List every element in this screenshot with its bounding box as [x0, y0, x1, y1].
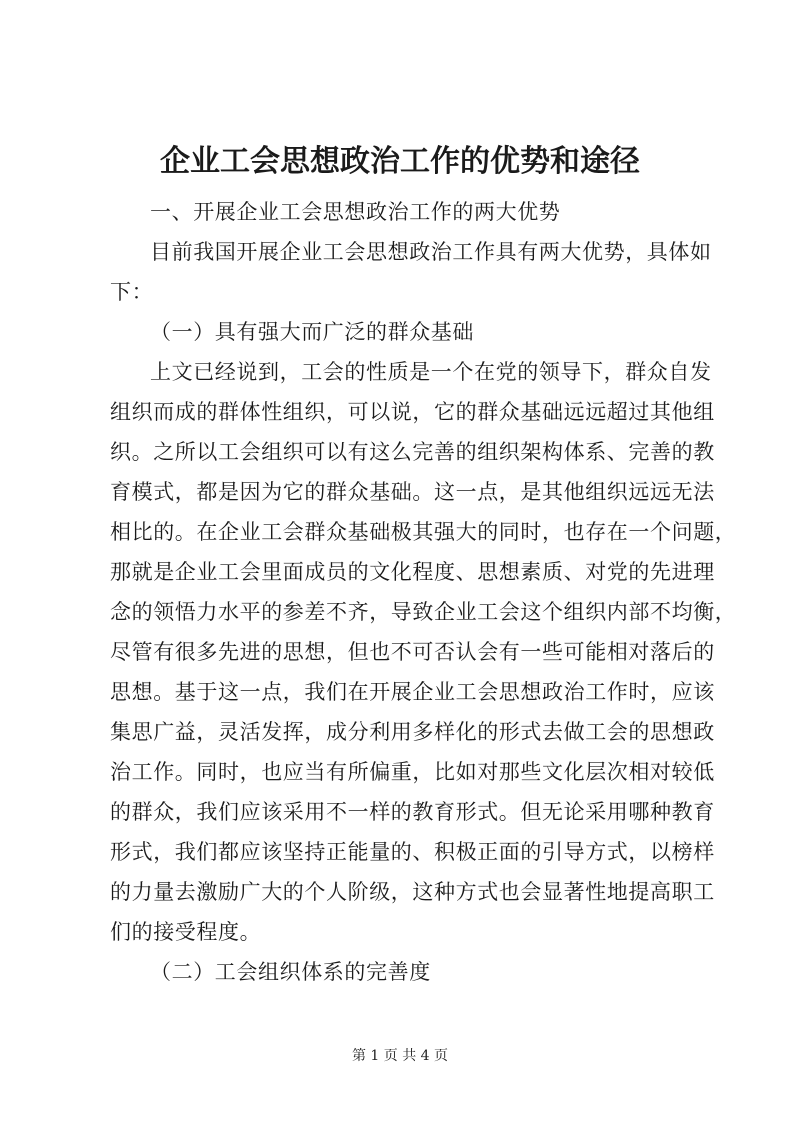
- paragraph-line: 们的接受程度。: [110, 920, 262, 944]
- section-heading-1: 一、开展企业工会思想政治工作的两大优势: [150, 200, 561, 224]
- page-number: 第 1 页 共 4 页: [351, 1048, 449, 1064]
- paragraph-line: 织。之所以工会组织可以有这么完善的组织架构体系、完善的教: [110, 440, 715, 464]
- paragraph-line: 那就是企业工会里面成员的文化程度、思想素质、对党的先进理: [110, 560, 715, 584]
- paragraph-line: 念的领悟力水平的参差不齐，导致企业工会这个组织内部不均衡，: [110, 600, 737, 624]
- paragraph-line: 组织而成的群体性组织，可以说，它的群众基础远远超过其他组: [110, 400, 715, 424]
- paragraph-line: 形式，我们都应该坚持正能量的、积极正面的引导方式，以榜样: [110, 840, 715, 864]
- paragraph-line: 相比的。在企业工会群众基础极其强大的同时，也存在一个问题，: [110, 520, 737, 544]
- paragraph-line: 集思广益，灵活发挥，成分利用多样化的形式去做工会的思想政: [110, 720, 715, 744]
- subsection-heading-1: （一）具有强大而广泛的群众基础: [150, 320, 474, 344]
- paragraph-line: 目前我国开展企业工会思想政治工作具有两大优势，具体如: [150, 240, 712, 264]
- paragraph-line: 思想。基于这一点，我们在开展企业工会思想政治工作时，应该: [110, 680, 715, 704]
- paragraph-line: 育模式，都是因为它的群众基础。这一点，是其他组织远远无法: [110, 480, 715, 504]
- document-title: 企业工会思想政治工作的优势和途径: [160, 144, 640, 179]
- subsection-heading-2: （二）工会组织体系的完善度: [150, 960, 431, 984]
- paragraph-line: 治工作。同时，也应当有所偏重，比如对那些文化层次相对较低: [110, 760, 715, 784]
- paragraph-line: 上文已经说到，工会的性质是一个在党的领导下，群众自发: [150, 360, 712, 384]
- paragraph-line: 尽管有很多先进的思想，但也不可否认会有一些可能相对落后的: [110, 640, 715, 664]
- paragraph-line: 下：: [110, 280, 154, 304]
- paragraph-line: 的群众，我们应该采用不一样的教育形式。但无论采用哪种教育: [110, 800, 715, 824]
- paragraph-line: 的力量去激励广大的个人阶级，这种方式也会显著性地提高职工: [110, 880, 715, 904]
